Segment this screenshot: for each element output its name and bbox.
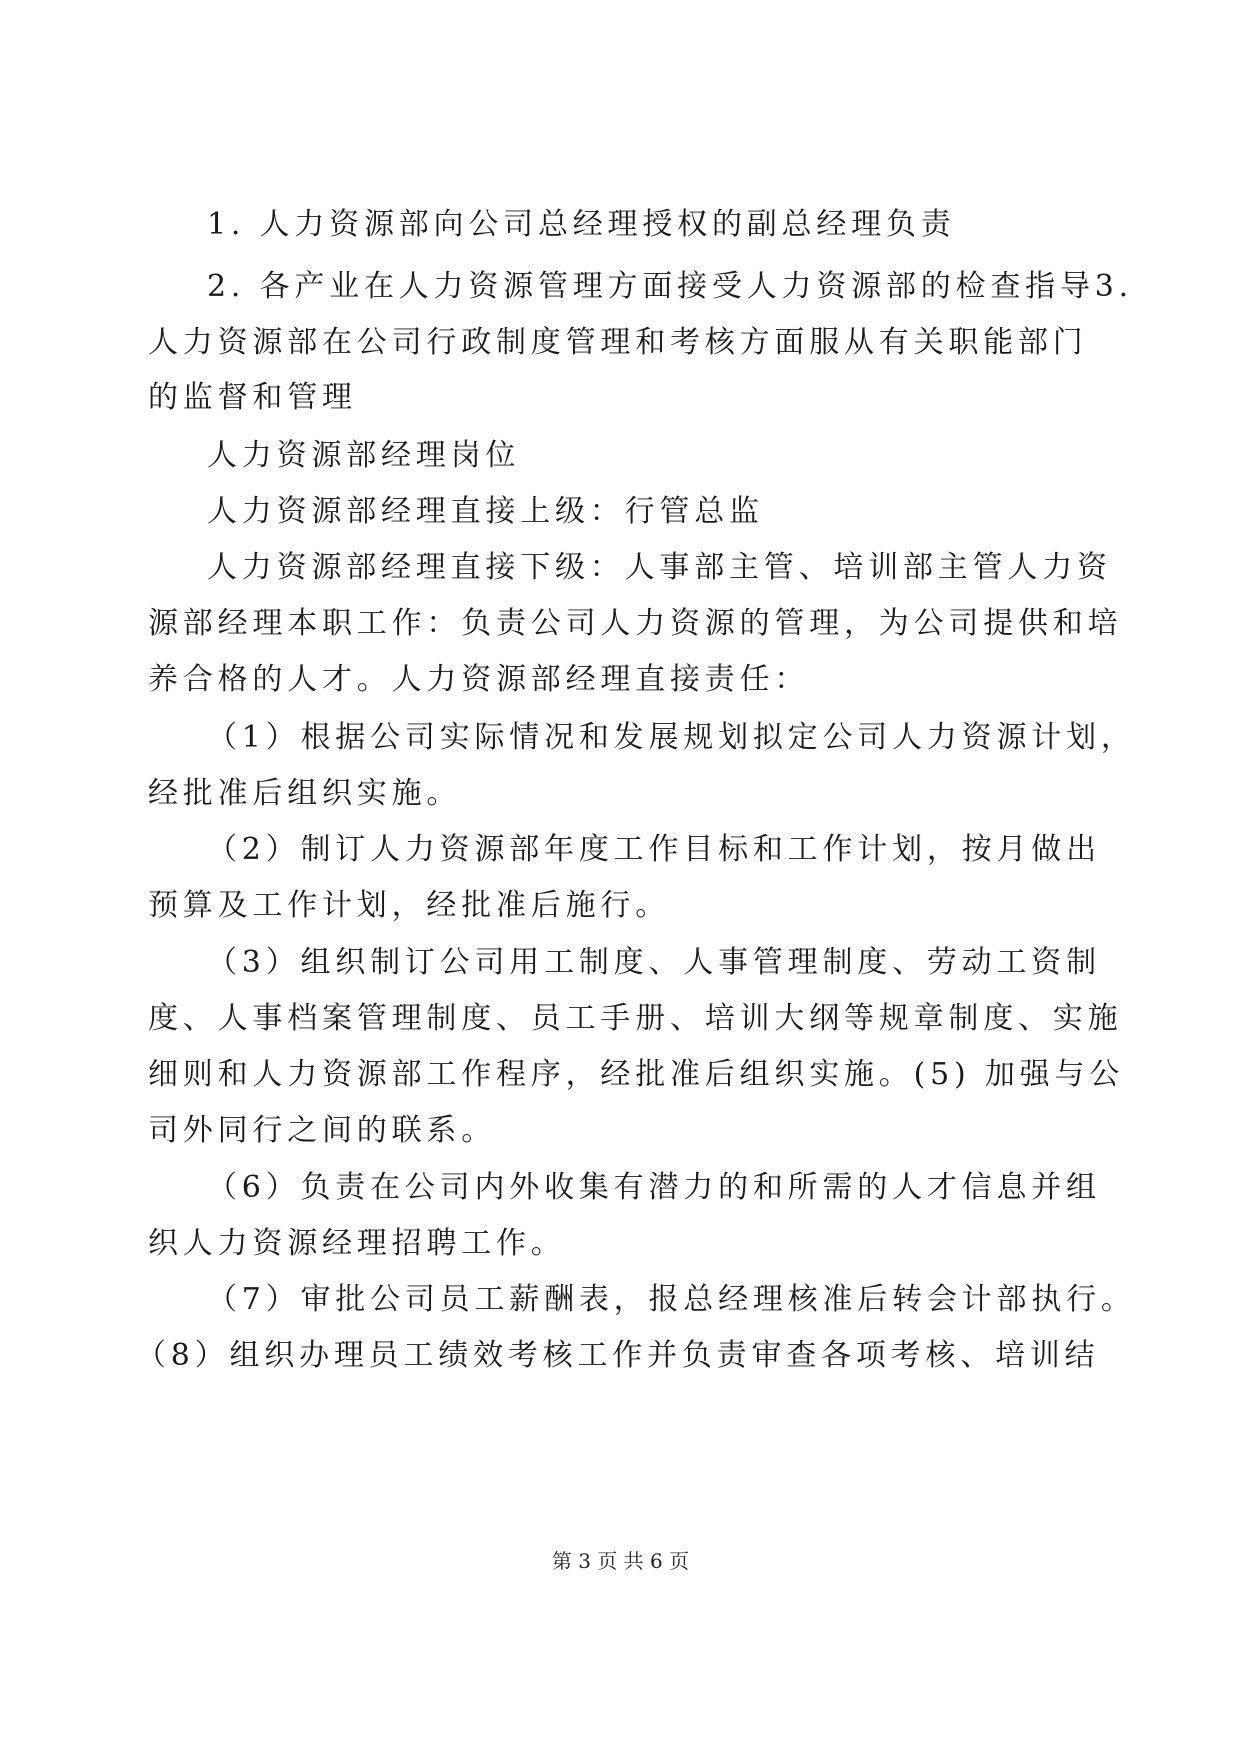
text-line: （2）制订人力资源部年度工作目标和工作计划，按月做出 bbox=[207, 832, 1101, 867]
text-line: （1）根据公司实际情况和发展规划拟定公司人力资源计划， bbox=[207, 720, 1136, 755]
text-line: （6）负责在公司内外收集有潜力的和所需的人才信息并组 bbox=[207, 1170, 1101, 1205]
text-line: 人力资源部经理直接上级：行管总监 bbox=[207, 494, 764, 529]
text-line: 2. 各产业在人力资源管理方面接受人力资源部的检查指导3. bbox=[207, 269, 1133, 304]
text-line: 预算及工作计划，经批准后施行。 bbox=[148, 888, 670, 923]
text-line: （8）组织办理员工绩效考核工作并负责审查各项考核、培训结 bbox=[136, 1338, 1100, 1373]
text-line: （7）审批公司员工薪酬表，报总经理核准后转会计部执行。 bbox=[207, 1282, 1136, 1317]
text-line: 养合格的人才。人力资源部经理直接责任： bbox=[148, 662, 810, 697]
text-line: （3）组织制订公司用工制度、人事管理制度、劳动工资制 bbox=[207, 945, 1101, 980]
text-line: 度、人事档案管理制度、员工手册、培训大纲等规章制度、实施 bbox=[148, 1001, 1123, 1036]
text-line: 细则和人力资源部工作程序，经批准后组织实施。(5) 加强与公 bbox=[148, 1057, 1125, 1092]
text-line: 源部经理本职工作：负责公司人力资源的管理，为公司提供和培 bbox=[148, 606, 1123, 641]
text-line: 人力资源部在公司行政制度管理和考核方面服从有关职能部门 bbox=[148, 325, 1088, 360]
text-line: 人力资源部经理岗位 bbox=[207, 438, 521, 473]
text-line: 司外同行之间的联系。 bbox=[148, 1113, 496, 1148]
page-footer: 第 3 页 共 6 页 bbox=[551, 1549, 690, 1573]
text-line: 的监督和管理 bbox=[148, 380, 357, 415]
text-line: 1. 人力资源部向公司总经理授权的副总经理负责 bbox=[207, 207, 956, 242]
text-line: 经批准后组织实施。 bbox=[148, 776, 462, 811]
text-line: 人力资源部经理直接下级：人事部主管、培训部主管人力资 bbox=[207, 550, 1112, 585]
text-line: 织人力资源经理招聘工作。 bbox=[148, 1226, 566, 1261]
